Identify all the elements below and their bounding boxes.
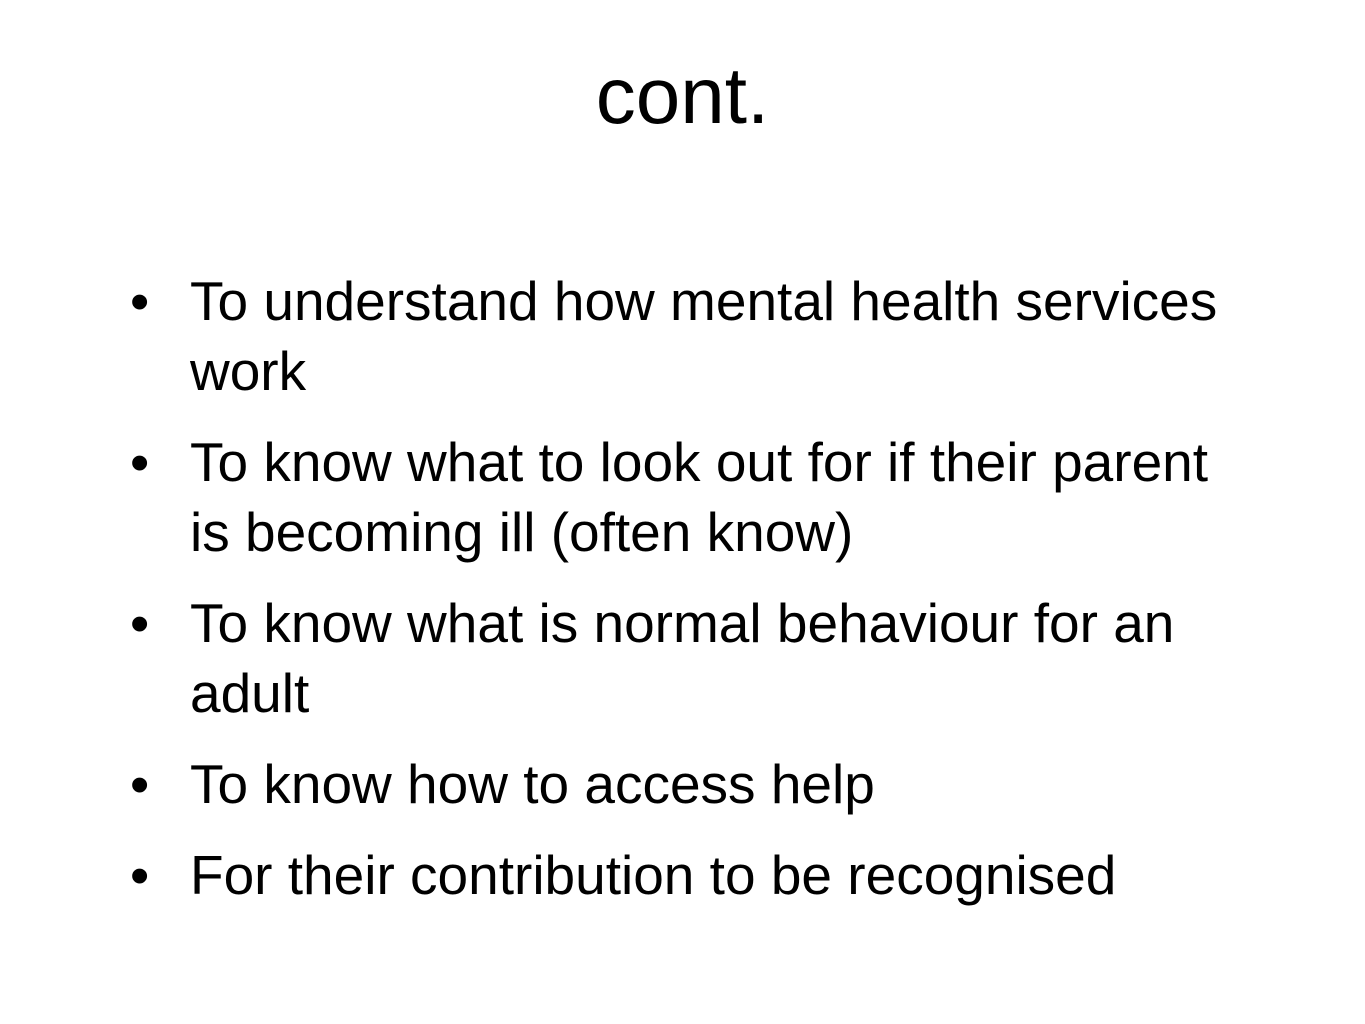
slide-title: cont. <box>595 51 770 140</box>
list-item <box>130 427 1250 567</box>
list-item <box>130 588 1250 728</box>
bullet-icon: • <box>130 270 150 332</box>
bullet-icon: • <box>130 592 150 654</box>
bullet-text: For their contribution to be recognised <box>190 844 1117 906</box>
bullet-icon: • <box>130 753 150 815</box>
list-item <box>130 749 1250 819</box>
list-item <box>130 840 1250 910</box>
bullet-list <box>130 266 1250 931</box>
bullet-icon: • <box>130 431 150 493</box>
list-item <box>130 266 1250 406</box>
bullet-text: To understand how mental health services work <box>190 270 1218 402</box>
bullet-icon: • <box>130 844 150 906</box>
bullet-text: To know what is normal behaviour for an adult <box>190 592 1175 724</box>
bullet-text: To know how to access help <box>190 753 875 815</box>
bullet-text: To know what to look out for if their parent is becoming ill (often know) <box>190 431 1209 563</box>
